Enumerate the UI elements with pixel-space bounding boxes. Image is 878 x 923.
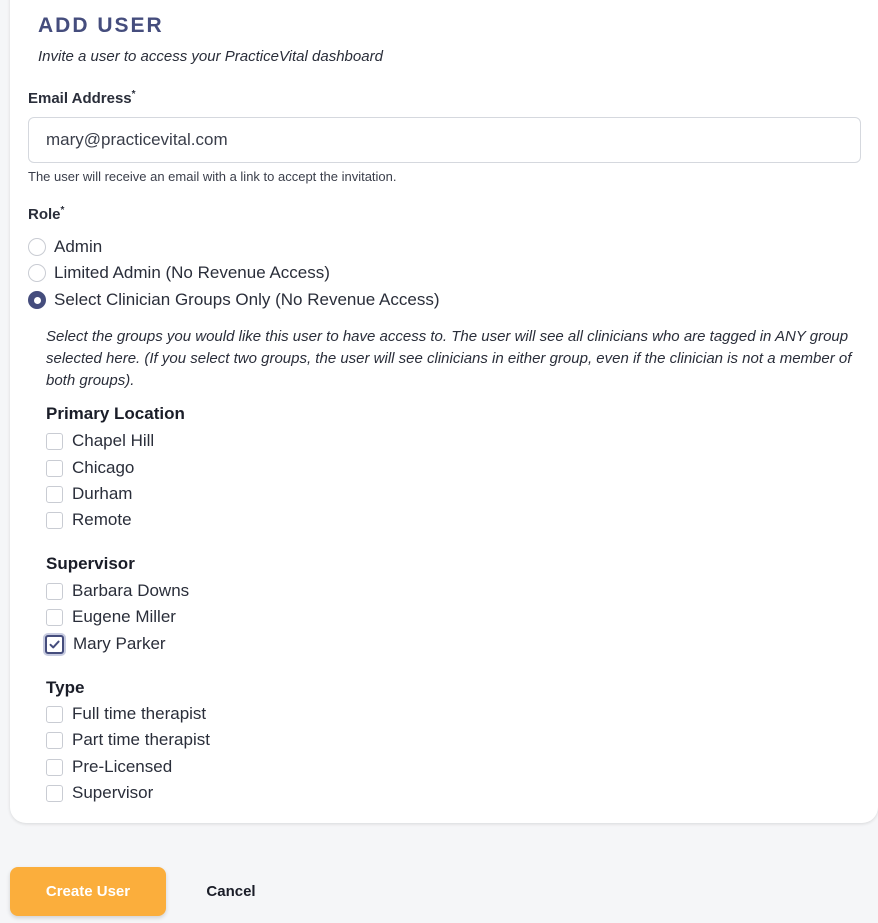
checkbox-chapel-hill[interactable] bbox=[46, 431, 154, 451]
checkbox-label: Supervisor bbox=[72, 783, 154, 802]
role-option-label: Admin bbox=[54, 237, 103, 256]
checkbox-label: Pre-Licensed bbox=[72, 757, 173, 776]
role-option-admin[interactable] bbox=[28, 237, 102, 257]
checkbox-mary-parker[interactable] bbox=[46, 634, 166, 654]
checkbox[interactable] bbox=[46, 460, 63, 477]
checkbox-label: Mary Parker bbox=[73, 634, 166, 653]
checkbox[interactable] bbox=[46, 785, 63, 802]
checkbox-remote[interactable] bbox=[46, 510, 132, 530]
group-title-primary-location: Primary Location bbox=[46, 404, 185, 423]
checkbox[interactable] bbox=[46, 486, 63, 503]
email-required-mark: * bbox=[131, 89, 136, 100]
checkbox-pre-licensed[interactable] bbox=[46, 757, 172, 777]
cancel-button[interactable]: Cancel bbox=[196, 867, 266, 916]
group-title-supervisor: Supervisor bbox=[46, 554, 135, 573]
add-user-card bbox=[10, 0, 878, 823]
checkbox-full-time-therapist[interactable] bbox=[46, 704, 206, 724]
group-title-type: Type bbox=[46, 678, 85, 697]
role-option-label: Select Clinician Groups Only (No Revenue Access) bbox=[54, 290, 440, 309]
checkbox[interactable] bbox=[46, 732, 63, 749]
page-subtitle: Invite a user to access your PracticeVital dashboard bbox=[38, 48, 383, 65]
checkbox-supervisor-type[interactable] bbox=[46, 783, 153, 803]
radio-dot-icon bbox=[34, 297, 41, 304]
email-help-text: The user will receive an email with a link to accept the invitation. bbox=[28, 169, 397, 184]
checkbox[interactable] bbox=[46, 609, 63, 626]
role-label bbox=[28, 205, 64, 223]
radio-button[interactable] bbox=[28, 238, 46, 256]
page-title: ADD USER bbox=[38, 14, 164, 37]
checkbox-label: Barbara Downs bbox=[72, 581, 190, 600]
checkbox-label: Part time therapist bbox=[72, 730, 210, 749]
checkbox-label: Full time therapist bbox=[72, 704, 207, 723]
checkbox[interactable] bbox=[46, 433, 63, 450]
checkbox-label: Chapel Hill bbox=[72, 431, 155, 450]
role-option-label: Limited Admin (No Revenue Access) bbox=[54, 263, 330, 282]
checkbox-barbara-downs[interactable] bbox=[46, 581, 189, 601]
checkbox-chicago[interactable] bbox=[46, 458, 134, 478]
checkbox[interactable] bbox=[46, 759, 63, 776]
email-label bbox=[28, 89, 136, 107]
checkbox-label: Chicago bbox=[72, 458, 135, 477]
checkbox-label: Durham bbox=[72, 484, 133, 503]
groups-description: Select the groups you would like this user to have access to. The user will see all clinicians who are tagged in ANY group selected here. (If you select two groups, the user will see clinicians in either group, even if the clinician is not a member of both groups). bbox=[46, 328, 852, 389]
checkbox[interactable] bbox=[46, 512, 63, 529]
email-input[interactable] bbox=[28, 117, 861, 163]
checkbox-part-time-therapist[interactable] bbox=[46, 730, 210, 750]
checkbox-label: Remote bbox=[72, 510, 132, 529]
checkbox-durham[interactable] bbox=[46, 484, 132, 504]
role-label-text: Role bbox=[28, 206, 61, 223]
checkbox-label: Eugene Miller bbox=[72, 607, 176, 626]
role-option-select-groups[interactable] bbox=[28, 290, 440, 310]
create-user-button[interactable]: Create User bbox=[10, 867, 166, 916]
check-icon bbox=[48, 638, 61, 651]
checkbox[interactable] bbox=[46, 583, 63, 600]
checkbox-eugene-miller[interactable] bbox=[46, 607, 176, 627]
checkbox[interactable] bbox=[46, 706, 63, 723]
radio-button[interactable] bbox=[28, 264, 46, 282]
role-required-mark: * bbox=[60, 205, 65, 216]
radio-button-selected[interactable] bbox=[28, 291, 46, 309]
role-option-limited-admin[interactable] bbox=[28, 263, 330, 283]
email-label-text: Email Address bbox=[28, 90, 132, 107]
checkbox-checked[interactable] bbox=[45, 635, 64, 654]
